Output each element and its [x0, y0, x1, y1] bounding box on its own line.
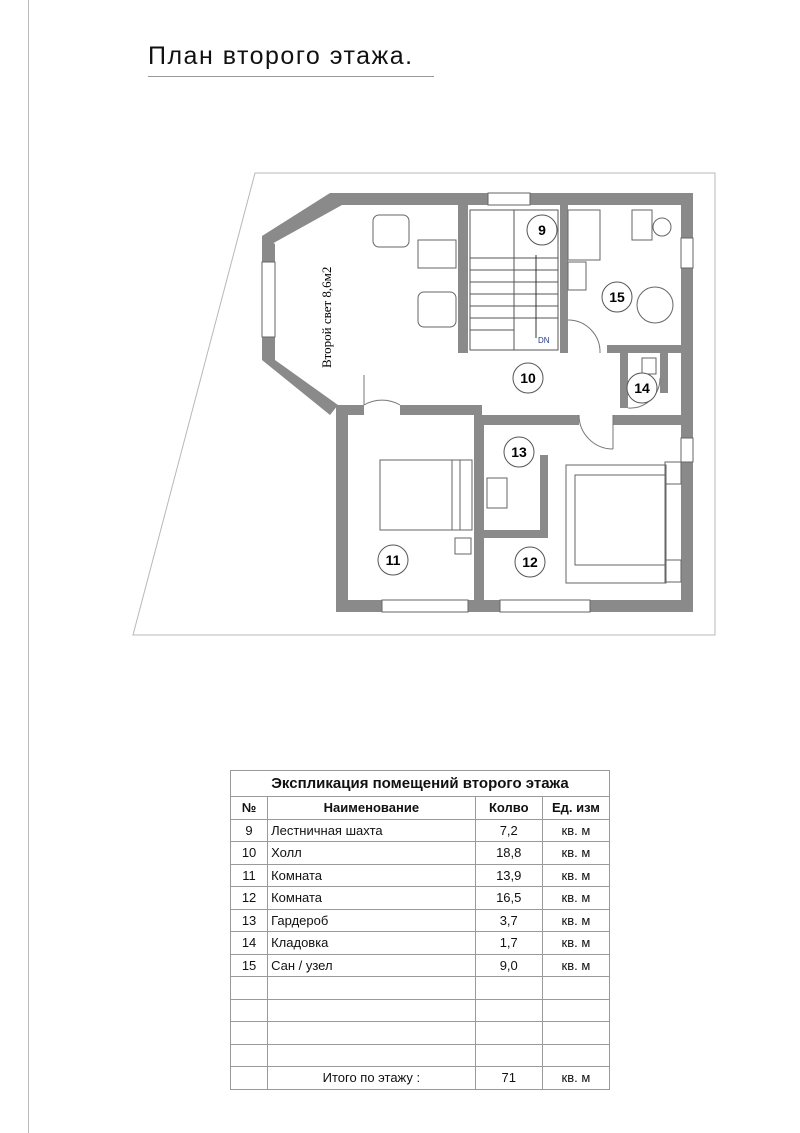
header-num: № — [231, 797, 268, 820]
cell-name: Холл — [268, 842, 476, 865]
table-row — [231, 954, 610, 977]
header-unit: Ед. изм — [542, 797, 609, 820]
cell-unit: кв. м — [542, 909, 609, 932]
total-qty: 71 — [475, 1067, 542, 1090]
cell-num: 14 — [231, 932, 268, 955]
cell-qty: 13,9 — [475, 864, 542, 887]
cell-num: 11 — [231, 864, 268, 887]
cell-name: Комната — [268, 864, 476, 887]
header-name: Наименование — [268, 797, 476, 820]
cell-qty: 3,7 — [475, 909, 542, 932]
cell-unit: кв. м — [542, 842, 609, 865]
cell-name: Кладовка — [268, 932, 476, 955]
room-markers — [378, 215, 657, 577]
cell-unit: кв. м — [542, 864, 609, 887]
cell-num: 13 — [231, 909, 268, 932]
cell-unit: кв. м — [542, 932, 609, 955]
page-title: План второго этажа. — [148, 42, 414, 70]
table-row — [231, 842, 610, 865]
cell-qty: 16,5 — [475, 887, 542, 910]
cell-qty: 1,7 — [475, 932, 542, 955]
table-header-row — [231, 797, 610, 820]
table-row-empty — [231, 1022, 610, 1045]
table-row — [231, 909, 610, 932]
room-label-11: 11 — [385, 552, 401, 568]
table-total-row — [231, 1067, 610, 1090]
cell-name: Лестничная шахта — [268, 819, 476, 842]
header-qty: Колво — [475, 797, 542, 820]
room-label-15: 15 — [609, 289, 625, 305]
room-label-13: 13 — [511, 444, 527, 460]
walls — [262, 193, 693, 612]
cell-name: Комната — [268, 887, 476, 910]
cell-num: 9 — [231, 819, 268, 842]
table-row — [231, 819, 610, 842]
cell-unit: кв. м — [542, 954, 609, 977]
table-row — [231, 864, 610, 887]
doors — [364, 320, 660, 449]
cell-unit: кв. м — [542, 887, 609, 910]
cell-num: 12 — [231, 887, 268, 910]
room-label-10: 10 — [520, 370, 536, 386]
cell-unit: кв. м — [542, 819, 609, 842]
stair-direction-mark: DN — [538, 336, 550, 345]
cell-name: Сан / узел — [268, 954, 476, 977]
total-unit: кв. м — [542, 1067, 609, 1090]
total-label: Итого по этажу : — [268, 1067, 476, 1090]
cell-qty: 18,8 — [475, 842, 542, 865]
cell-num: 10 — [231, 842, 268, 865]
room-label-12: 12 — [522, 554, 538, 570]
explication-table — [230, 770, 610, 1090]
table-row-empty — [231, 977, 610, 1000]
table-row — [231, 887, 610, 910]
cell-qty: 7,2 — [475, 819, 542, 842]
table-title: Экспликация помещений второго этажа — [231, 771, 610, 797]
table-row — [231, 932, 610, 955]
table-row-empty — [231, 1044, 610, 1067]
room-label-9: 9 — [538, 222, 546, 238]
cell-qty: 9,0 — [475, 954, 542, 977]
room-label-14: 14 — [634, 380, 650, 396]
table-row-empty — [231, 999, 610, 1022]
second-light-note: Второй свет 8,6м2 — [319, 266, 334, 368]
cell-name: Гардероб — [268, 909, 476, 932]
cell-num: 15 — [231, 954, 268, 977]
